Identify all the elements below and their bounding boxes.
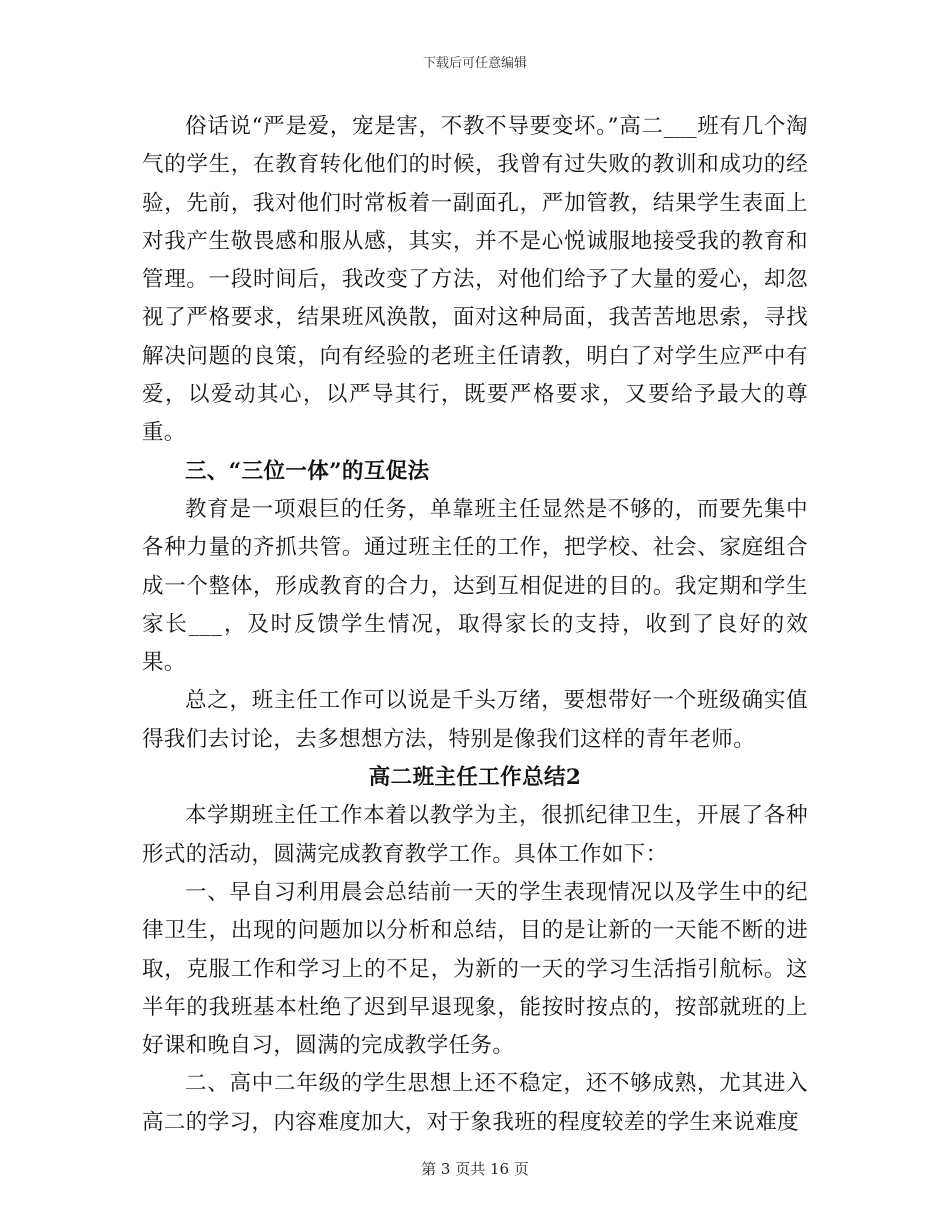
paragraph-education-task: 教育是一项艰巨的任务，单靠班主任显然是不够的，而要先集中各种力量的齐抓共管。通过班主任的工作，把学校、社会、家庭组合成一个整体，形成教育的合力，达到互相促进的目的。我定期和学生家长___，及时反馈学生情况，取得家长的支持，收到了良好的效果。	[142, 496, 808, 676]
paragraph-morning-study: 一、早自习利用晨会总结前一天的学生表现情况以及学生中的纪律卫生，出现的问题加以分析和总结，目的是让新的一天能不断的进取，克服工作和学习上的不足，为新的一天的学习生活指引航标。这半年的我班基本杜绝了迟到早退现象，能按时按点的，按部就班的上好课和晚自习，圆满的完成教学任务。	[142, 879, 808, 1059]
paragraph-conclusion: 总之，班主任工作可以说是千头万绪，要想带好一个班级确实值得我们去讨论，去多想想方法，特别是像我们这样的青年老师。	[142, 688, 808, 752]
article-title-summary-2: 高二班主任工作总结2	[368, 765, 582, 791]
paragraph-grade-two-students: 二、高中二年级的学生思想上还不稳定，还不够成熟，尤其进入高二的学习，内容难度加大，对于象我班的程度较差的学生来说难度	[142, 1071, 808, 1135]
page-header: 下载后可任意编辑	[422, 56, 527, 71]
page-footer-number: 第 3 页共 16 页	[421, 1160, 529, 1178]
paragraph-strict-love: 俗话说“严是爱，宠是害，不教不导要变坏。”高二___班有几个淘气的学生，在教育转化他们的时候，我曾有过失败的教训和成功的经验，先前，我对他们时常板着一副面孔，严加管教，结果学生表面上对我产生敬畏感和服从感，其实，并不是心悦诚服地接受我的教育和管理。一段时间后，我改变了方法，对他们给予了大量的爱心，却忽视了严格要求，结果班风涣散，面对这种局面，我苦苦地思索，寻找解决问题的良策，向有经验的老班主任请教，明白了对学生应严中有爱，以爱动其心，以严导其行，既要严格要求，又要给予最大的尊重。	[142, 114, 808, 446]
document-body	[142, 108, 808, 1142]
section-heading-three-in-one: 三、“三位一体”的互促法	[185, 458, 430, 484]
paragraph-semester-intro: 本学期班主任工作本着以教学为主，很抓纪律卫生，开展了各种形式的活动，圆满完成教育教学工作。具体工作如下：	[142, 803, 808, 867]
